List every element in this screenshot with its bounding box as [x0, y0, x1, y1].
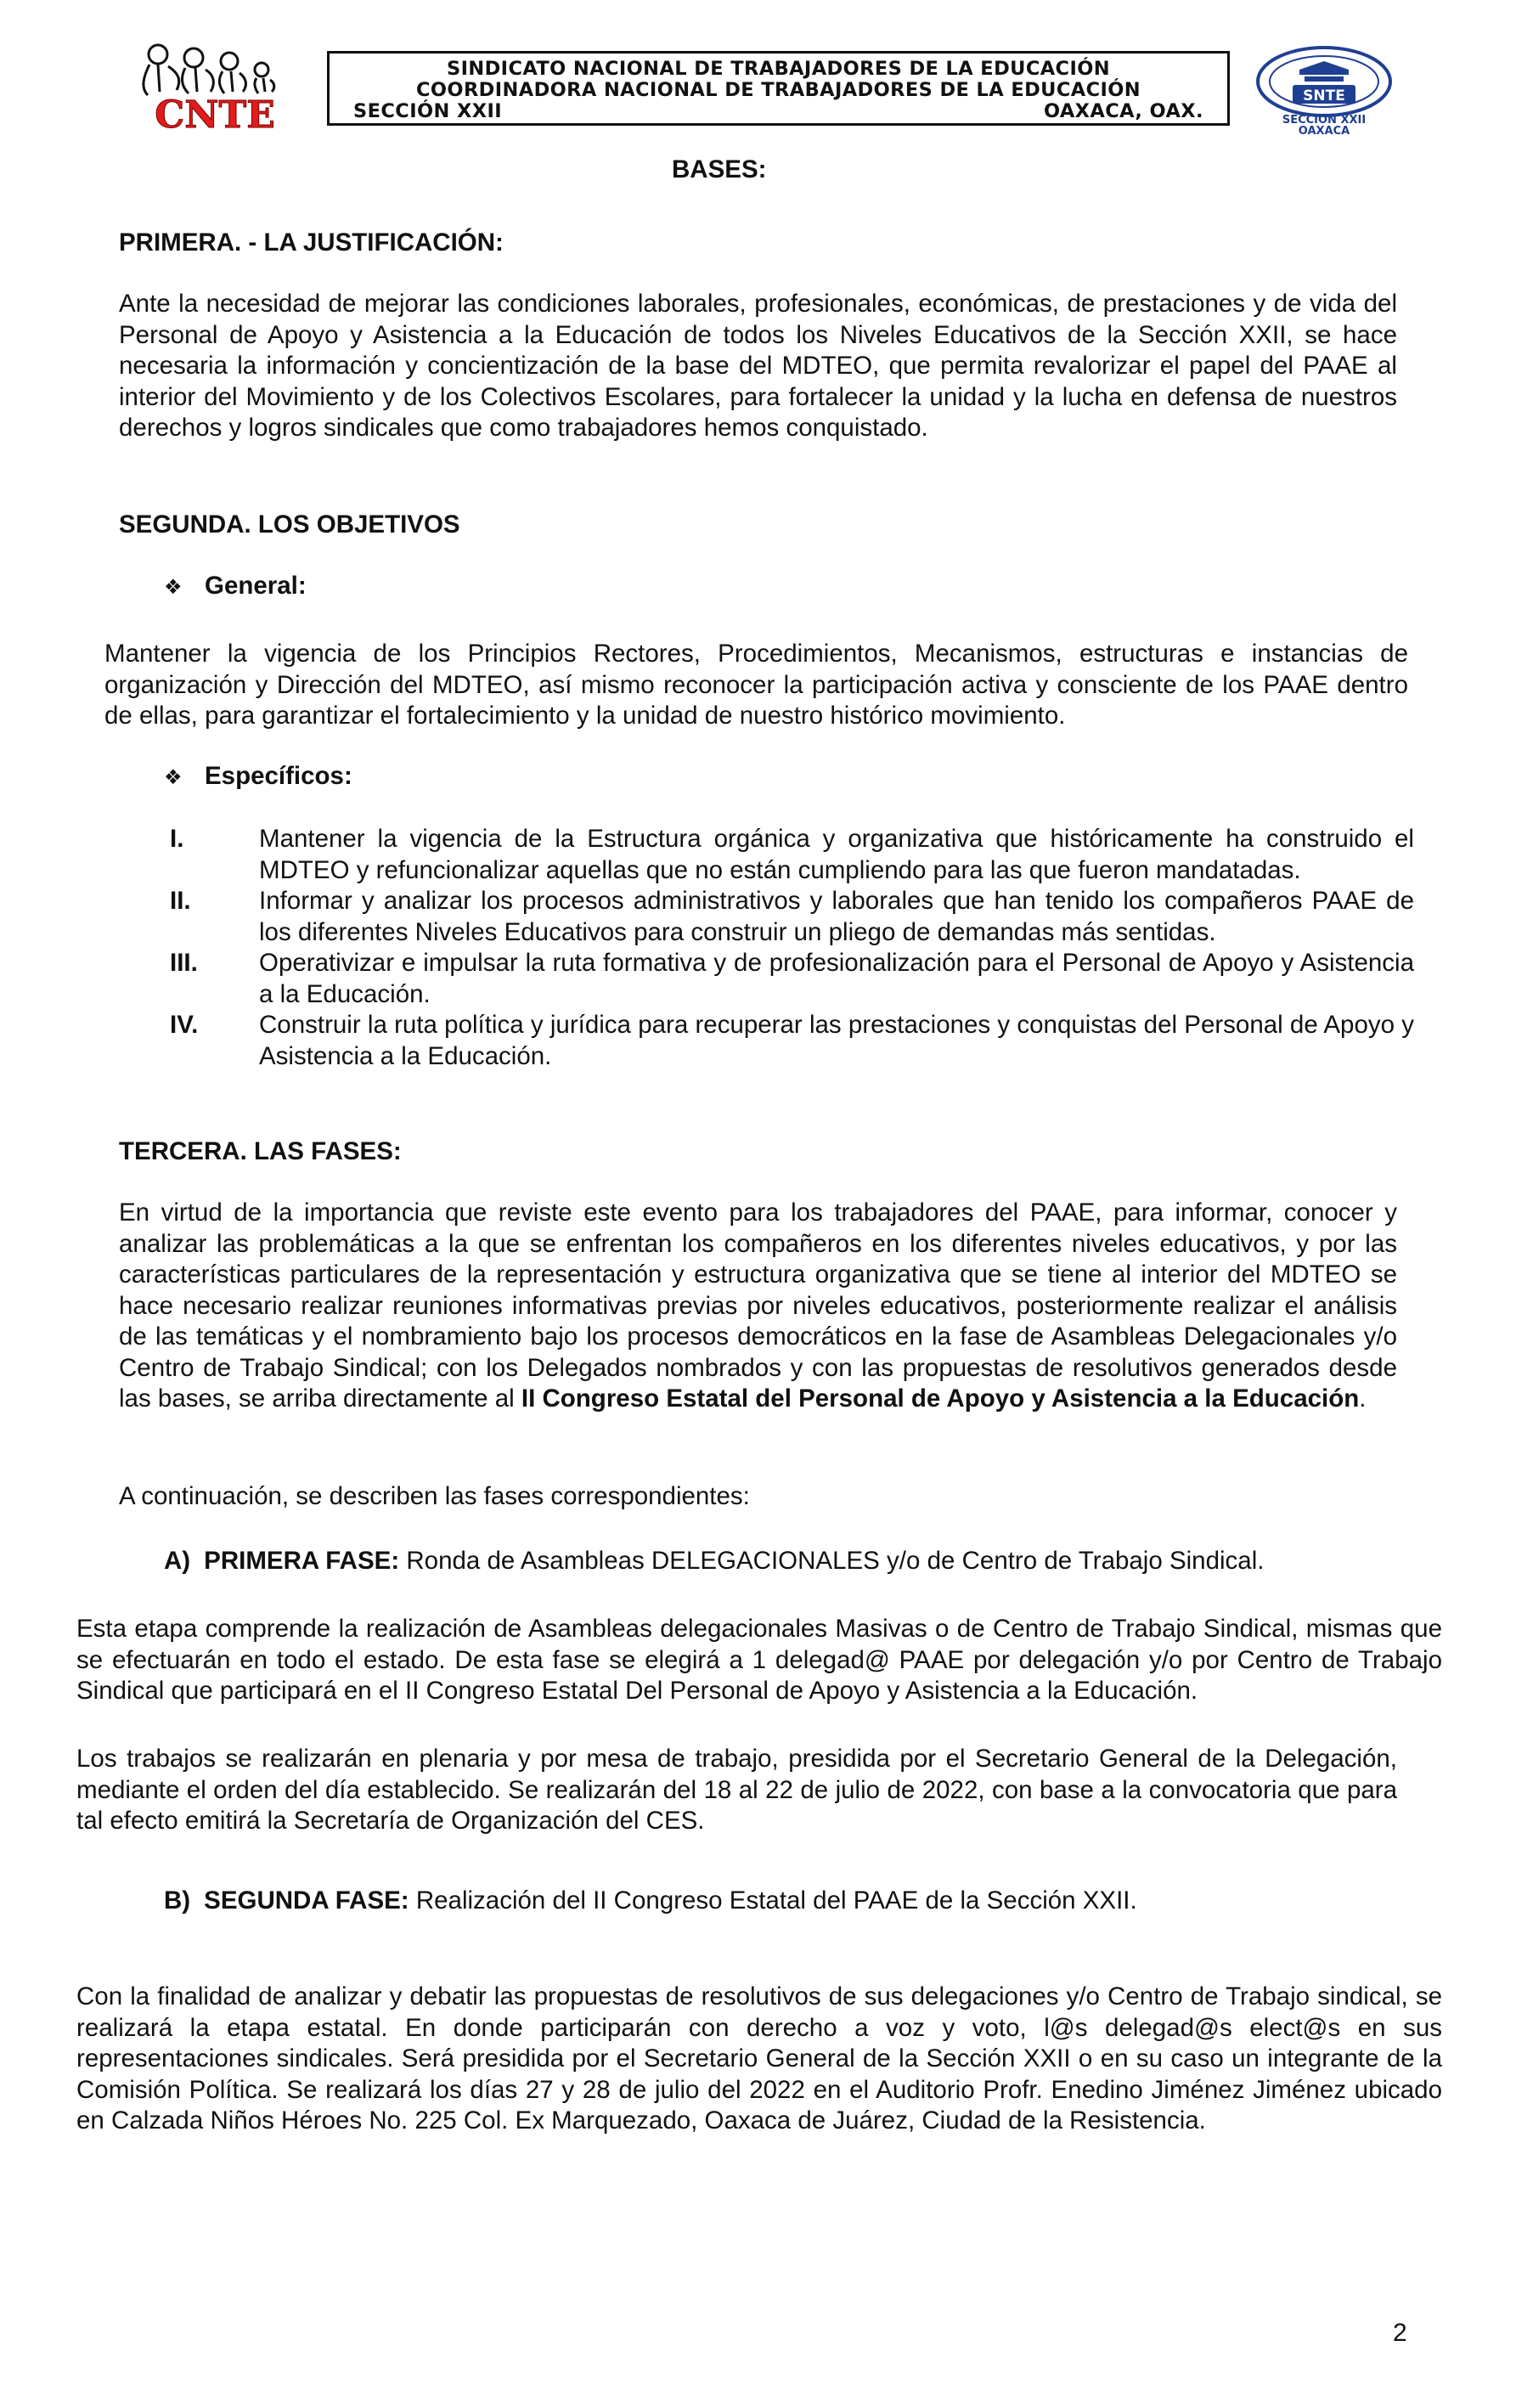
list-item-text: Construir la ruta política y jurídica para recuperar las prestaciones y conquistas del Personal de Apoyo y Asistencia a la Educación. [259, 1011, 1414, 1070]
especificos-label: Específicos: [205, 762, 352, 790]
fase-a-row [164, 1546, 1264, 1576]
tercera-paragraph-end: . [1359, 1384, 1367, 1413]
fase-b-paragraph: Con la finalidad de analizar y debatir las propuestas de resolutivos de sus delegaciones y/o Centro de Trabajo sindical, se realizará la etapa estatal. En donde participarán con derecho a voz y voto, l@s delegad@s elect@s en sus representaciones sindicales. Será presidida por el Secretario General de la Sección XXII o en su caso un integrante de la Comisión Política. Se realizará los días 27 y 28 de julio del 2022 en el Auditorio Profr. Enedino Jiménez Jiménez ubicado en Calzada Niños Héroes No. 225 Col. Ex Marquezado, Oaxaca de Juárez, Ciudad de la Resistencia. [76, 1982, 1442, 2134]
header-section: SECCIÓN XXII [353, 100, 503, 122]
header-line-2: COORDINADORA NACIONAL DE TRABAJADORES DE LA EDUCACIÓN [415, 79, 1141, 101]
primera-paragraph: Ante la necesidad de mejorar las condiciones laborales, profesionales, económicas, de prestaciones y de vida del Personal de Apoyo y Asistencia a la Educación de todos los Niveles Educativos de la Sección XXII, se hace necesaria la información y concientización de la base del MDTEO, que permita revalorizar el papel del PAAE al interior del Movimiento y de los Colectivos Escolares, para fortalecer la unidad y la lucha en defensa de nuestros derechos y logros sindicales que como trabajadores hemos conquistado. [119, 290, 1397, 442]
list-item-number: III. [170, 949, 198, 977]
especificos-label-row [164, 761, 352, 793]
page-title: BASES: [672, 155, 767, 183]
tercera-paragraph [119, 1198, 1397, 1415]
list-item-text: Mantener la vigencia de la Estructura orgánica y organizativa que históricamente ha construido el MDTEO y refuncionalizar aquellas que no están cumpliendo para las que fueron mandatadas. [259, 825, 1414, 884]
congreso-name: II Congreso Estatal del Personal de Apoyo y Asistencia a la Educación [521, 1384, 1360, 1413]
header-line-3 [353, 101, 1203, 122]
primera-heading: PRIMERA. - LA JUSTIFICACIÓN: [119, 228, 504, 257]
cnte-logo [126, 36, 304, 133]
snte-logo-sub2: OAXACA [1298, 125, 1350, 136]
list-item-text: Operativizar e impulsar la ruta formativa y de profesionalización para el Personal de Apoyo y Asistencia a la Educación. [259, 949, 1414, 1008]
list-item-number: II. [170, 887, 191, 915]
header-box [327, 51, 1230, 126]
general-label: General: [205, 572, 307, 600]
fase-a-paragraph-2: Los trabajos se realizarán en plenaria y por mesa de trabajo, presidida por el Secretario General de la Delegación, mediante el orden del día establecido. Se realizarán del 18 al 22 de julio de 2022, con base a la convocatoria que para tal efecto emitirá la Secretaría de Organización del CES. [76, 1745, 1397, 1835]
tercera-paragraph-text: En virtud de la importancia que reviste este evento para los trabajadores del PAAE, para informar, conocer y analizar las problemáticas a la que se enfrentan los compañeros en los diferentes niveles educativos, y por las características particulares de la representación y estructura organizativa que se tiene al interior del MDTEO se hace necesario realizar reuniones informativas previas por niveles educativos, posteriormente realizar el análisis de las temáticas y el nombramiento bajo los procesos democráticos en la fase de Asambleas Delegacionales y/o Centro de Trabajo Sindical; con los Delegados nombrados y con las propuestas de resolutivos generados desde las bases, se arriba directamente al [119, 1198, 1397, 1413]
diamond-bullet-icon: ❖ [164, 766, 183, 789]
list-item-number: IV. [170, 1011, 199, 1039]
list-item [170, 886, 1414, 948]
general-paragraph: Mantener la vigencia de los Principios Rectores, Procedimientos, Mecanismos, estructuras e instancias de organización y Dirección del MDTEO, así mismo reconocer la participación activa y consciente de los PAAE dentro de ellas, para garantizar el fortalecimiento y la unidad de nuestro histórico movimiento. [104, 640, 1408, 730]
general-label-row [164, 571, 307, 603]
fase-a-text: Ronda de Asambleas DELEGACIONALES y/o de Centro de Trabajo Sindical. [399, 1547, 1265, 1575]
fase-b-text: Realización del II Congreso Estatal del PAAE de la Sección XXII. [409, 1886, 1137, 1915]
list-item [170, 948, 1414, 1010]
list-item [170, 1010, 1414, 1072]
especificos-list [170, 824, 1414, 1072]
list-item [170, 824, 1414, 886]
fase-b-label: SEGUNDA FASE: [204, 1886, 409, 1915]
list-item-text: Informar y analizar los procesos administrativos y laborales que han tenido los compañeros PAAE de los diferentes Niveles Educativos para construir un pliego de demandas más sentidas. [259, 887, 1414, 946]
header-location: OAXACA, OAX. [1043, 100, 1203, 122]
tercera-heading: TERCERA. LAS FASES: [119, 1137, 402, 1165]
segunda-heading: SEGUNDA. LOS OBJETIVOS [119, 510, 460, 539]
fase-b-letter: B) [164, 1886, 191, 1915]
snte-logo-sub1: SECCION XXII [1282, 114, 1367, 127]
list-item-number: I. [170, 825, 184, 853]
fase-a-paragraph-1: Esta etapa comprende la realización de Asambleas delegacionales Masivas o de Centro de Trabajo Sindical, mismas que se efectuarán en todo el estado. De esta fase se elegirá a 1 delegad@ PAAE por delegación y/o por Centro de Trabajo Sindical que participará en el II Congreso Estatal Del Personal de Apoyo y Asistencia a la Educación. [76, 1615, 1442, 1705]
fase-b-row [164, 1886, 1137, 1916]
snte-logo [1248, 44, 1400, 136]
page-number: 2 [1393, 2319, 1407, 2347]
fase-a-label: PRIMERA FASE: [204, 1547, 400, 1575]
snte-logo-text: SNTE [1303, 87, 1345, 104]
cnte-logo-text: CNTE [155, 93, 275, 133]
fase-a-letter: A) [164, 1547, 191, 1575]
header-line-1: SINDICATO NACIONAL DE TRABAJADORES DE LA EDUCACIÓN [446, 58, 1110, 80]
fases-intro: A continuación, se describen las fases correspondientes: [119, 1482, 750, 1510]
diamond-bullet-icon: ❖ [164, 576, 183, 599]
